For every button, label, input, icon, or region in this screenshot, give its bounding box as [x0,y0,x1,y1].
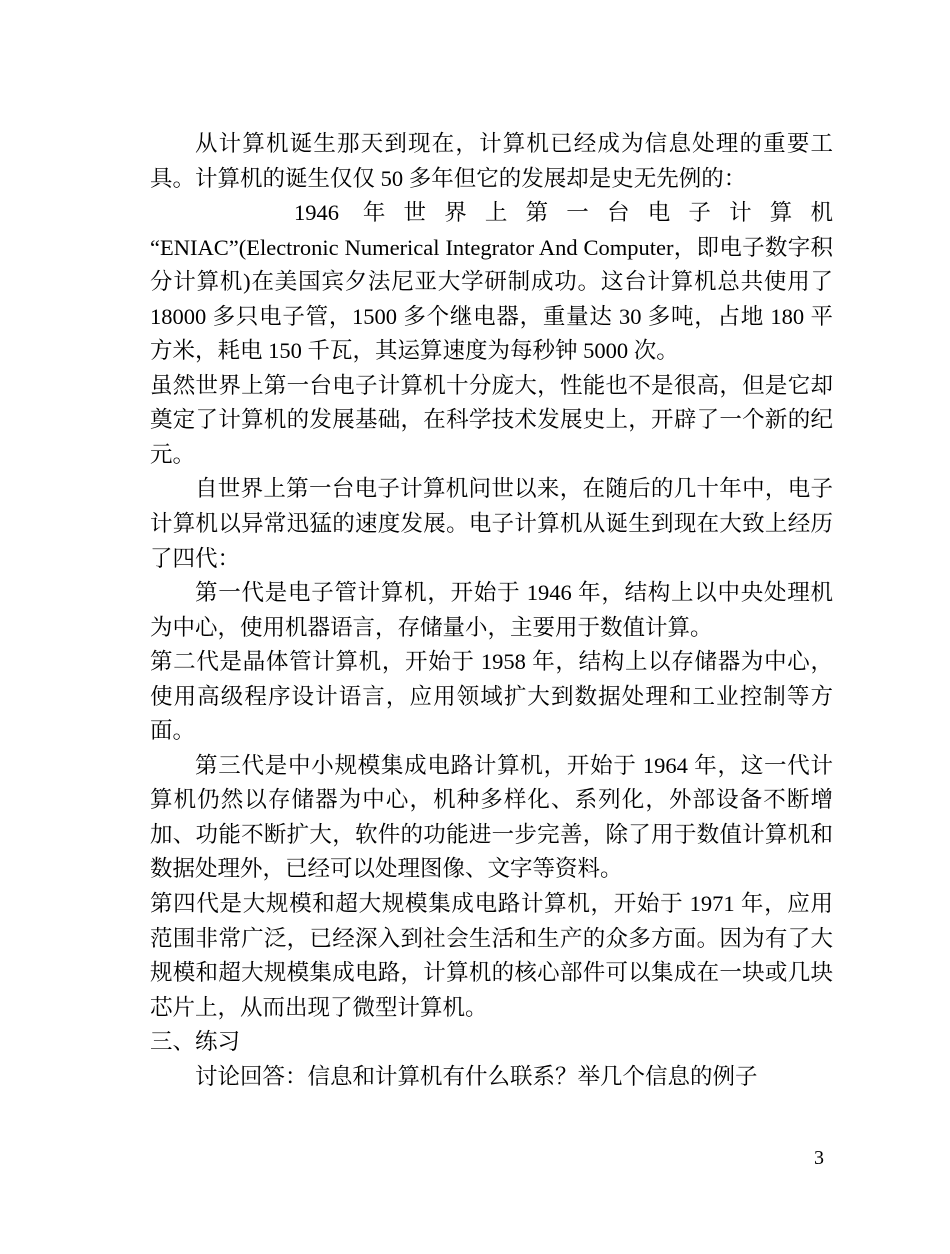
paragraph: 讨论回答：信息和计算机有什么联系？举几个信息的例子 [195,1063,758,1089]
paragraph: 第三代是中小规模集成电路计算机，开始于 1964 年，这一代计算机仍然以存储器为中心，机种多样化、系列化，外部设备不断增加、功能不断扩大，软件的功能进一步完善，除了用于数值计算机和数据处理外，已经可以处理图像、文字等资料。 [150,752,833,882]
section-heading: 三、练习 [150,1029,241,1055]
paragraph: 自世界上第一台电子计算机问世以来，在随后的几十年中，电子计算机以异常迅猛的速度发展。电子计算机从诞生到现在大致上经历了四代： [150,476,833,571]
paragraph: 第二代是晶体管计算机，开始于 1958 年，结构上以存储器为中心，使用高级程序设计语言，应用领域扩大到数据处理和工业控制等方面。 [150,649,833,744]
page-number: 3 [814,1147,824,1169]
paragraph: 第四代是大规模和超大规模集成电路计算机，开始于 1971 年，应用范围非常广泛，已经深入到社会生活和生产的众多方面。因为有了大规模和超大规模集成电路，计算机的核心部件可以集成在一块或几块芯片上，从而出现了微型计算机。 [150,891,833,1020]
paragraph: 第一代是电子管计算机，开始于 1946 年，结构上以中央处理机为中心，使用机器语言，存储量小，主要用于数值计算。 [150,580,833,640]
paragraph: “ENIAC”(Electronic Numerical Integrator And Computer，即电子数字积分计算机)在美国宾夕法尼亚大学研制成功。这台计算机总共使用了 18000 多只电子管，1500 多个继电器，重量达 30 多吨，占地 180 平方米，耗电 150 千瓦，其运算速度为每秒钟 5000 次。 [150,234,833,364]
text-block [150,127,833,1094]
paragraph: 虽然世界上第一台电子计算机十分庞大，性能也不是很高，但是它却奠定了计算机的发展基础，在科学技术发展史上，开辟了一个新的纪元。 [150,372,833,467]
paragraph: 1946 年世界上第一台电子计算机 [294,200,833,226]
paragraph: 从计算机诞生那天到现在，计算机已经成为信息处理的重要工具。计算机的诞生仅仅 50 多年但它的发展却是史无先例的： [150,131,833,191]
